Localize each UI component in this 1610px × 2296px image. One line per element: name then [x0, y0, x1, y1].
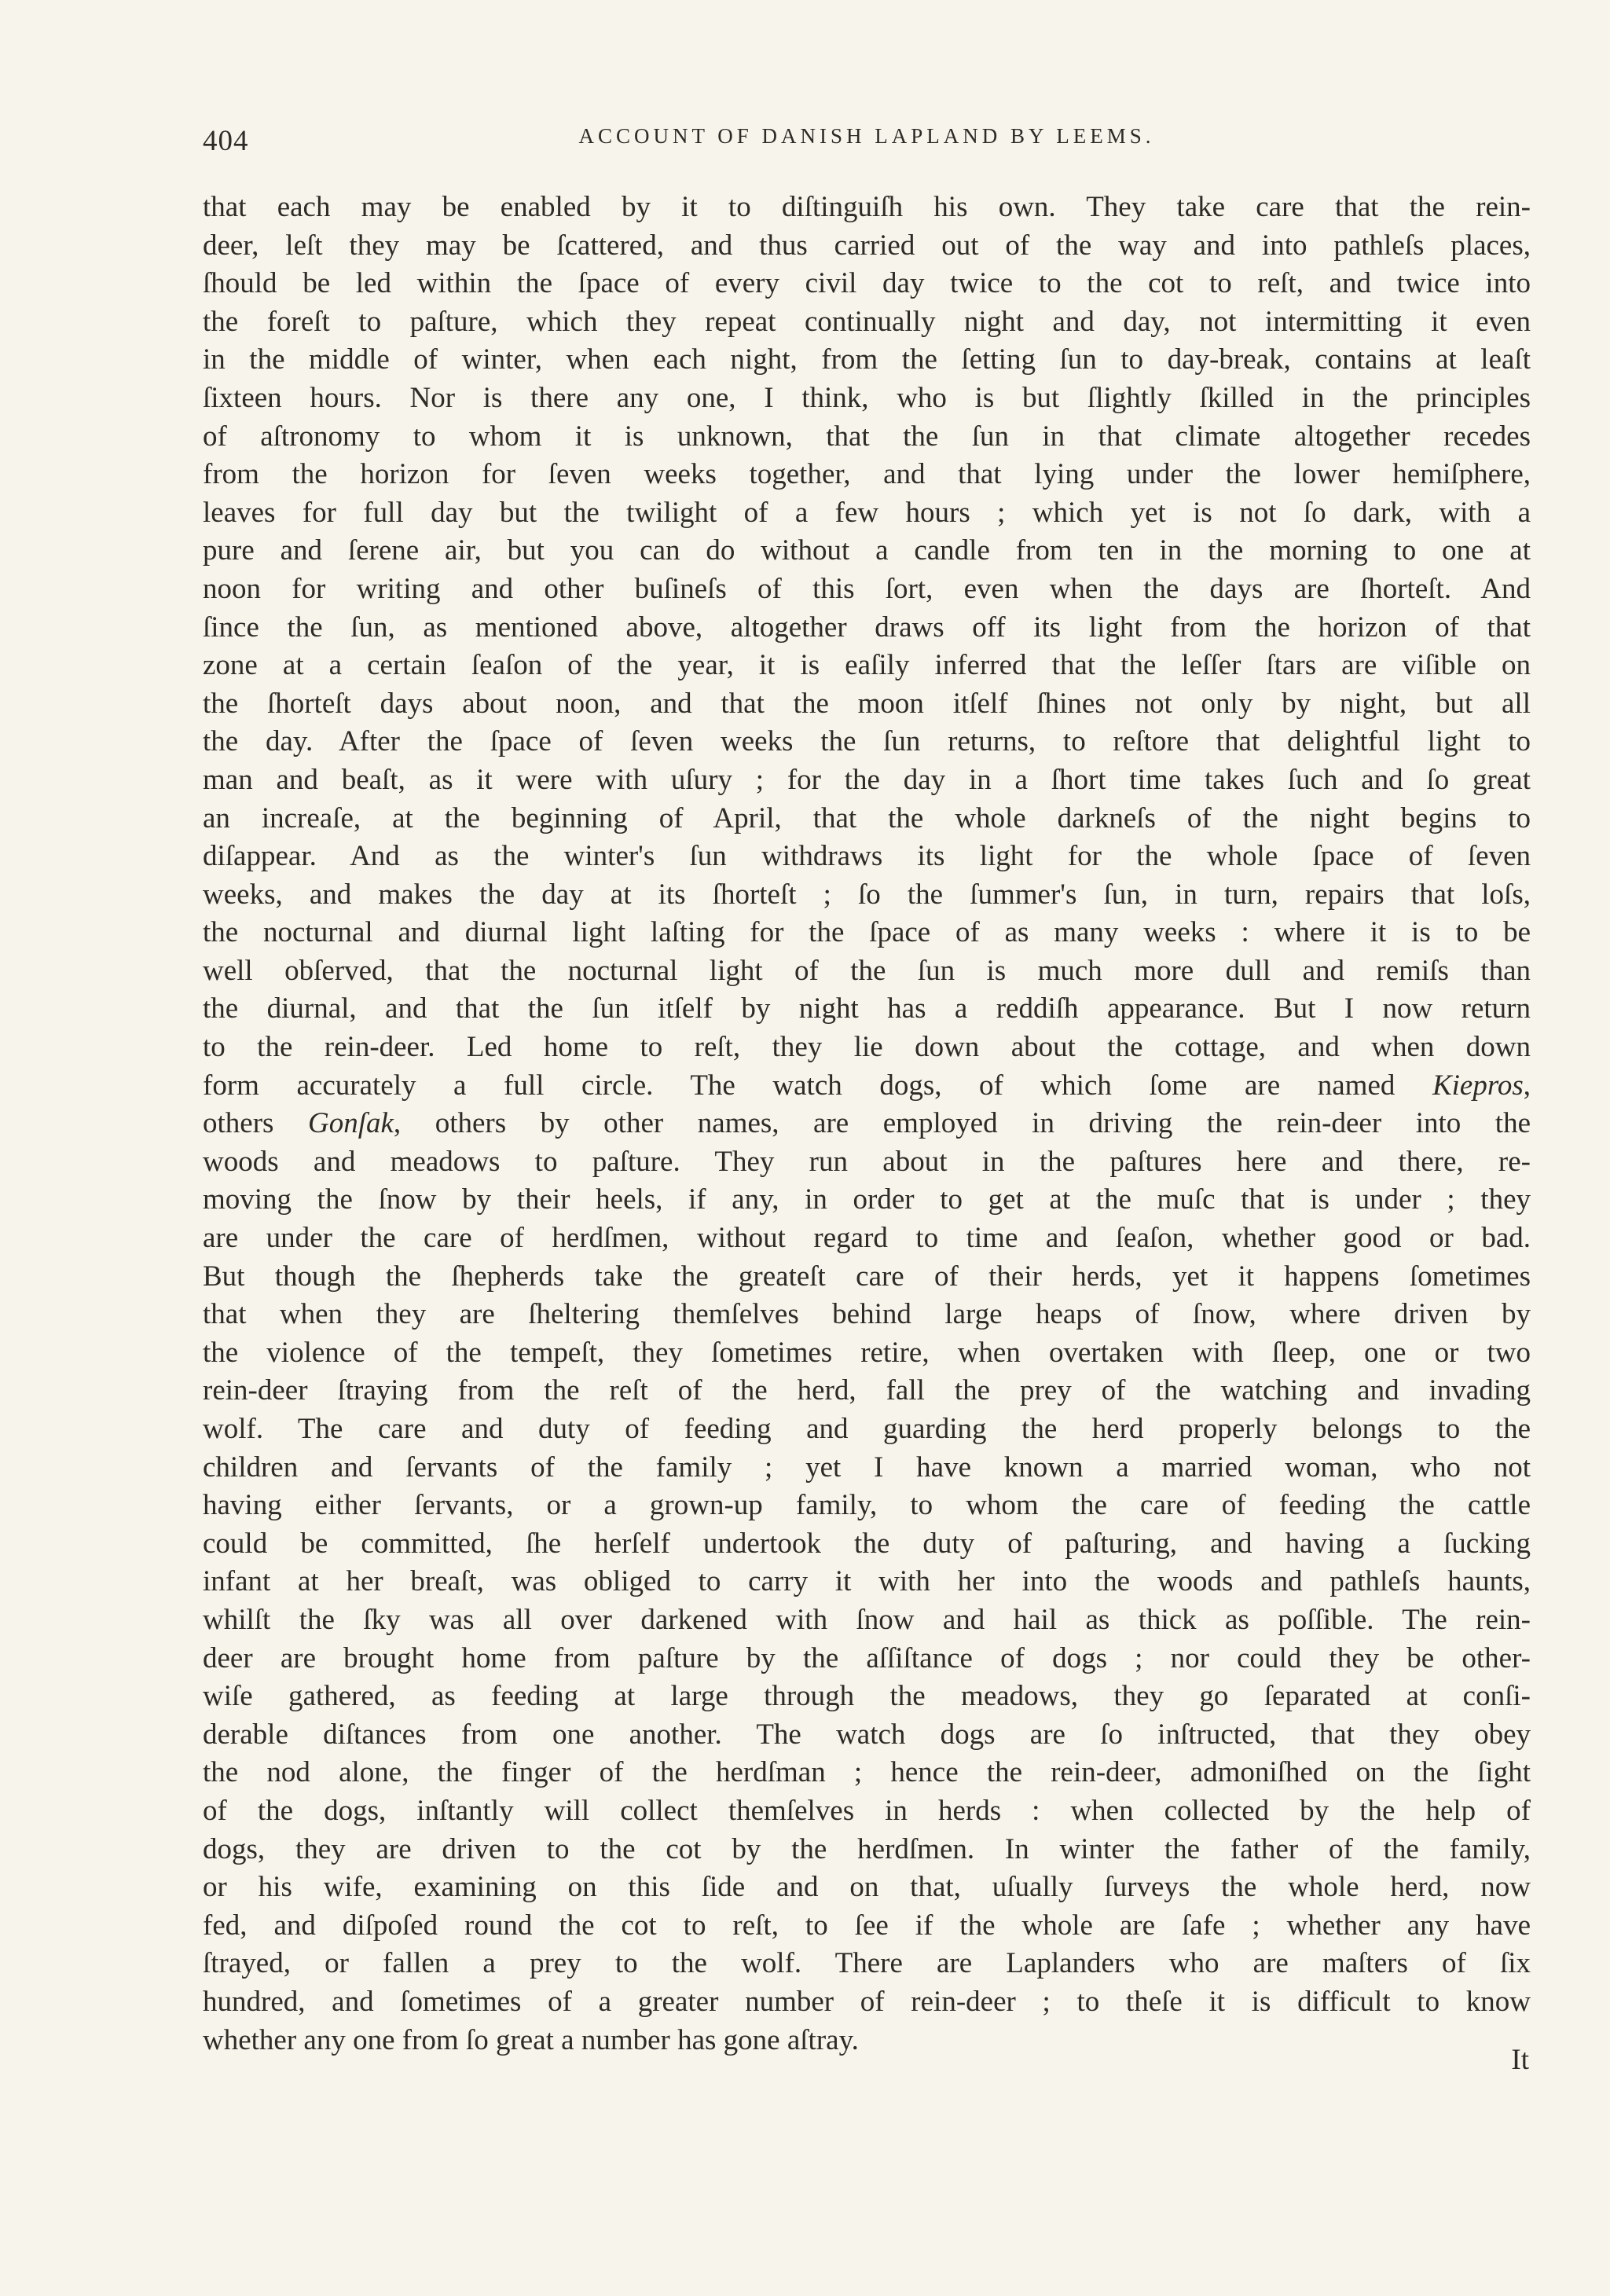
catchword: It	[1511, 2044, 1529, 2076]
text-line: infant at her breaſt, was obliged to carry it with her into the woods and pathleſs haunts,	[203, 1565, 1531, 1598]
body-text	[203, 189, 1531, 2059]
text-line: hundred, and ſometimes of a greater number of rein-deer ; to theſe it is difficult to know	[203, 1985, 1531, 2018]
text-line: noon for writing and other buſineſs of this ſort, even when the days are ſhorteſt. And	[203, 572, 1531, 605]
text-line: diſappear. And as the winter's ſun withdraws its light for the whole ſpace of ſeven	[203, 840, 1531, 873]
text-line: ſhould be led within the ſpace of every civil day twice to the cot to reſt, and twice into	[203, 267, 1531, 300]
text-line: the foreſt to paſture, which they repeat continually night and day, not intermitting it even	[203, 305, 1531, 338]
text-line: whether any one from ſo great a number has gone aſtray.	[203, 2023, 859, 2056]
text-line: the day. After the ſpace of ſeven weeks the ſun returns, to reſtore that delightful light to	[203, 725, 1531, 758]
text-line: zone at a certain ſeaſon of the year, it is eaſily inferred that the leſſer ſtars are viſible on	[203, 649, 1531, 682]
page-number: 404	[203, 125, 249, 157]
text-line: the diurnal, and that the ſun itſelf by night has a reddiſh appearance. But I now return	[203, 992, 1531, 1025]
text-line: leaves for full day but the twilight of a few hours ; which yet is not ſo dark, with a	[203, 496, 1531, 529]
text-line: ſixteen hours. Nor is there any one, I think, who is but ſlightly ſkilled in the principles	[203, 381, 1531, 414]
text-line: an increaſe, at the beginning of April, that the whole darkneſs of the night begins to	[203, 801, 1531, 834]
text-line: weeks, and makes the day at its ſhorteſt ; ſo the ſummer's ſun, in turn, repairs that loſs,	[203, 878, 1531, 911]
text-line: that each may be enabled by it to diſtinguiſh his own. They take care that the rein-	[203, 191, 1531, 223]
text-line: the nocturnal and diurnal light laſting for the ſpace of as many weeks : where it is to be	[203, 916, 1531, 949]
text-line: the ſhorteſt days about noon, and that the moon itſelf ſhines not only by night, but all	[203, 687, 1531, 720]
text-line: the nod alone, the finger of the herdſman ; hence the rein-deer, admoniſhed on the ſight	[203, 1756, 1531, 1789]
text-line: fed, and diſpoſed round the cot to reſt, to ſee if the whole are ſafe ; whether any have	[203, 1909, 1531, 1942]
text-line: But though the ſhepherds take the greateſt care of their herds, yet it happens ſometimes	[203, 1260, 1531, 1293]
text-line: ſince the ſun, as mentioned above, altogether draws off its light from the horizon of that	[203, 611, 1531, 644]
text-line: pure and ſerene air, but you can do without a candle from ten in the morning to one at	[203, 534, 1531, 567]
text-line: well obſerved, that the nocturnal light of the ſun is much more dull and remiſs than	[203, 954, 1531, 987]
text-line: to the rein-deer. Led home to reſt, they lie down about the cottage, and when down	[203, 1031, 1531, 1064]
text-line: that when they are ſheltering themſelves behind large heaps of ſnow, where driven by	[203, 1298, 1531, 1331]
text-line: form accurately a full circle. The watch dogs, of which ſome are named Kiepros,	[203, 1069, 1531, 1102]
text-line: from the horizon for ſeven weeks together, and that lying under the lower hemiſphere,	[203, 458, 1531, 491]
text-line: others Gonſak, others by other names, are employed in driving the rein-deer into the	[203, 1107, 1531, 1140]
text-line: moving the ſnow by their heels, if any, in order to get at the muſc that is under ; they	[203, 1183, 1531, 1216]
text-line: rein-deer ſtraying from the reſt of the herd, fall the prey of the watching and invading	[203, 1374, 1531, 1407]
text-line: the violence of the tempeſt, they ſometimes retire, when overtaken with ſleep, one or two	[203, 1336, 1531, 1369]
text-line: derable diſtances from one another. The watch dogs are ſo inſtructed, that they obey	[203, 1718, 1531, 1751]
text-line: or his wife, examining on this ſide and on that, uſually ſurveys the whole herd, now	[203, 1871, 1531, 1904]
page-header	[203, 124, 1531, 163]
text-line: ſtrayed, or fallen a prey to the wolf. There are Laplanders who are maſters of ſix	[203, 1947, 1531, 1980]
text-line: of aſtronomy to whom it is unknown, that the ſun in that climate altogether recedes	[203, 420, 1531, 453]
text-line: having either ſervants, or a grown-up family, to whom the care of feeding the cattle	[203, 1489, 1531, 1522]
text-line: of the dogs, inſtantly will collect themſelves in herds : when collected by the help of	[203, 1794, 1531, 1827]
text-line: wiſe gathered, as feeding at large through the meadows, they go ſeparated at conſi-	[203, 1680, 1531, 1713]
text-line: woods and meadows to paſture. They run about in the paſtures here and there, re-	[203, 1145, 1531, 1178]
running-head: ACCOUNT OF DANISH LAPLAND BY LEEMS.	[578, 124, 1155, 148]
text-line: in the middle of winter, when each night, from the ſetting ſun to day-break, contains at leaſt	[203, 343, 1531, 376]
text-line: deer are brought home from paſture by the aſſiſtance of dogs ; nor could they be other-	[203, 1641, 1531, 1674]
text-line: dogs, they are driven to the cot by the herdſmen. In winter the father of the family,	[203, 1832, 1531, 1865]
text-line: man and beaſt, as it were with uſury ; for the day in a ſhort time takes ſuch and ſo great	[203, 763, 1531, 796]
text-line: wolf. The care and duty of feeding and guarding the herd properly belongs to the	[203, 1413, 1531, 1445]
text-line: deer, leſt they may be ſcattered, and thus carried out of the way and into pathleſs places,	[203, 229, 1531, 262]
text-line: could be committed, ſhe herſelf undertook the duty of paſturing, and having a ſucking	[203, 1527, 1531, 1560]
text-line: children and ſervants of the family ; yet I have known a married woman, who not	[203, 1451, 1531, 1484]
text-line: are under the care of herdſmen, without regard to time and ſeaſon, whether good or bad.	[203, 1222, 1531, 1255]
text-line: whilſt the ſky was all over darkened with ſnow and hail as thick as poſſible. The rein-	[203, 1603, 1531, 1636]
